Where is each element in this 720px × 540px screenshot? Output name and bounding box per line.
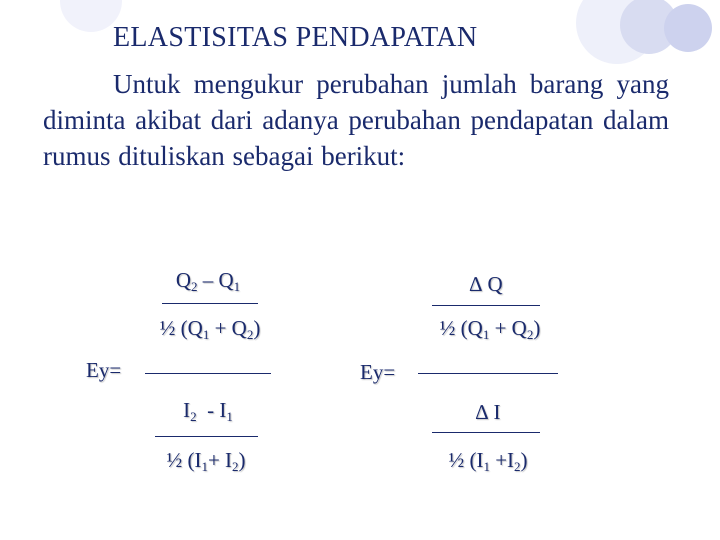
formula-left-bottom-denominator: ½ $(I_1+ I_2)$ xyxy=(166,448,246,474)
fraction-line-left-top xyxy=(162,303,258,304)
fraction-line-left-bottom xyxy=(155,436,258,437)
main-fraction-line-right xyxy=(418,373,558,374)
main-fraction-line-left xyxy=(145,373,271,374)
decorative-circle-3 xyxy=(664,4,712,52)
fraction-line-right-top xyxy=(432,305,540,306)
formula-left-bottom-numerator: $I_2 - I_1$ xyxy=(183,398,233,424)
formula-left-top-numerator: $Q_2 - Q_1$ xyxy=(175,268,241,294)
ey-label-left: Ey= xyxy=(86,358,122,382)
fraction-line-right-bottom xyxy=(432,432,540,433)
slide-paragraph: Untuk mengukur perubahan jumlah barang yang diminta akibat dari adanya perubahan pendapatan dalam rumus dituliskan sebagai berikut: xyxy=(43,69,669,171)
slide-title: ELASTISITAS PENDAPATAN xyxy=(113,22,478,53)
formula-right-top-denominator: ½ $(Q_1 + Q_2)$ xyxy=(439,316,541,342)
formula-left-top-denominator: ½ $(Q_1 + Q_2)$ xyxy=(159,316,261,342)
formula-right-top-numerator: ∆ Q xyxy=(469,272,503,296)
formula-right-bottom-denominator: ½ $(I_1 +I_2)$ xyxy=(448,448,528,474)
formula-right-bottom-numerator: ∆ I xyxy=(475,400,501,424)
ey-label-right: Ey= xyxy=(360,360,396,384)
